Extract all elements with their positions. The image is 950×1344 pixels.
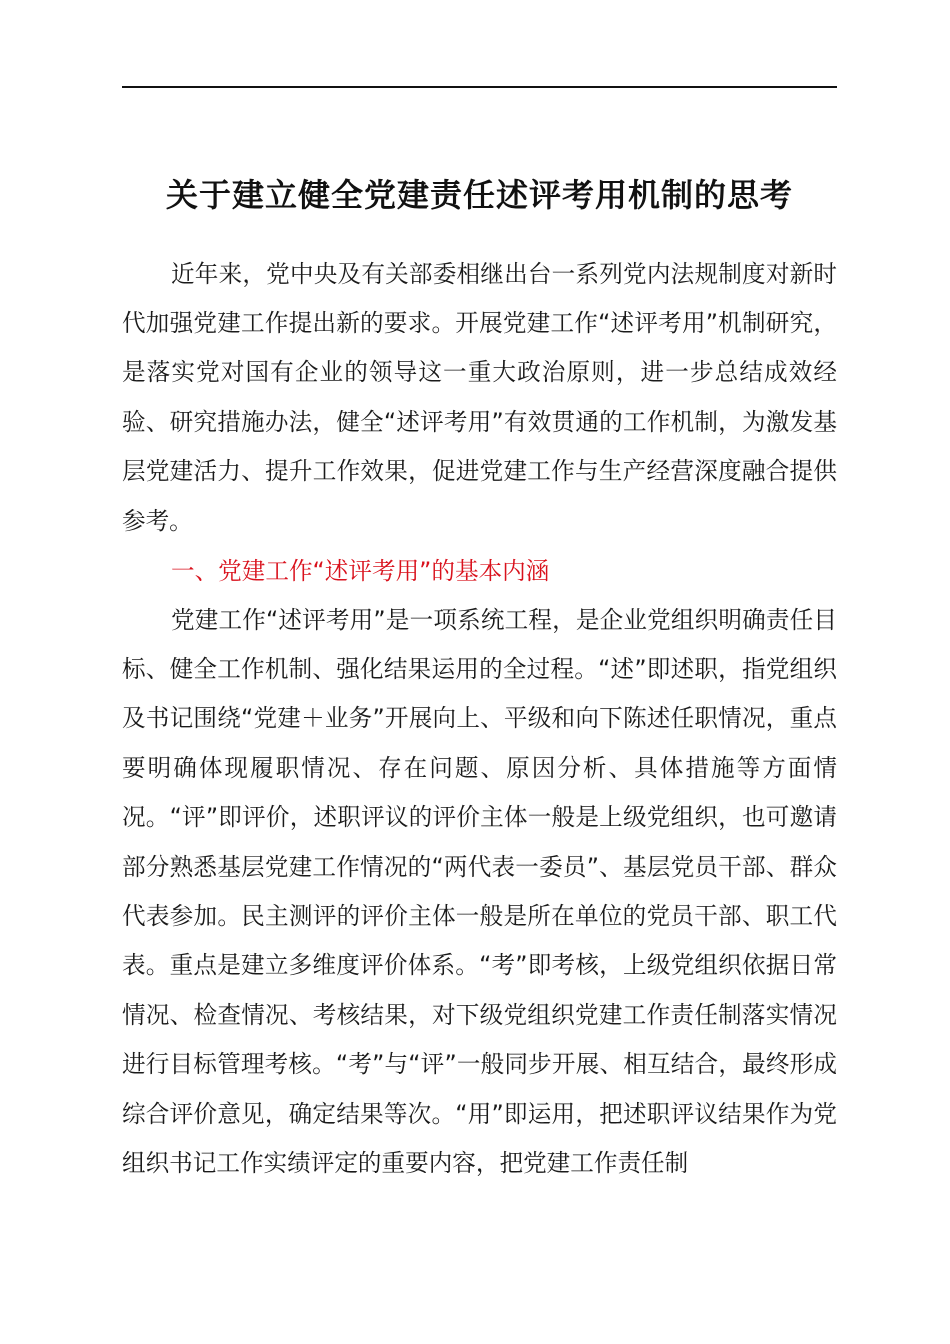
section-heading: 一、党建工作“述评考用”的基本内涵: [171, 556, 550, 585]
body-paragraph: 党建工作“述评考用”是一项系统工程，是企业党组织明确责任目标、健全工作机制、强化结果运用的全过程。“述”即述职，指党组织及书记围绕“党建＋业务”开展向上、平级和向下陈述任职情况，重点要明确体现履职情况、存在问题、原因分析、具体措施等方面情况。“评”即评价，述职评议的评价主体一般是上级党组织，也可邀请部分熟悉基层党建工作情况的“两代表一委员”、基层党员干部、群众代表参加。民主测评的评价主体一般是所在单位的党员干部、职工代表。重点是建立多维度评价体系。“考”即考核，上级党组织依据日常情况、检查情况、考核结果，对下级党组织党建工作责任制落实情况进行目标管理考核。“考”与“评”一般同步开展、相互结合，最终形成综合评价意见，确定结果等次。“用”即运用，把述职评议结果作为党组织书记工作实绩评定的重要内容，把党建工作责任制: [122, 605, 837, 1178]
header-rule: [122, 86, 837, 88]
page-title: 关于建立健全党建责任述评考用机制的思考: [165, 176, 793, 215]
intro-paragraph: 近年来，党中央及有关部委相继出台一系列党内法规制度对新时代加强党建工作提出新的要求。开展党建工作“述评考用”机制研究，是落实党对国有企业的领导这一重大政治原则，进一步总结成效经验、研究措施办法，健全“述评考用”有效贯通的工作机制，为激发基层党建活力、提升工作效果，促进党建工作与生产经营深度融合提供参考。: [122, 259, 837, 535]
